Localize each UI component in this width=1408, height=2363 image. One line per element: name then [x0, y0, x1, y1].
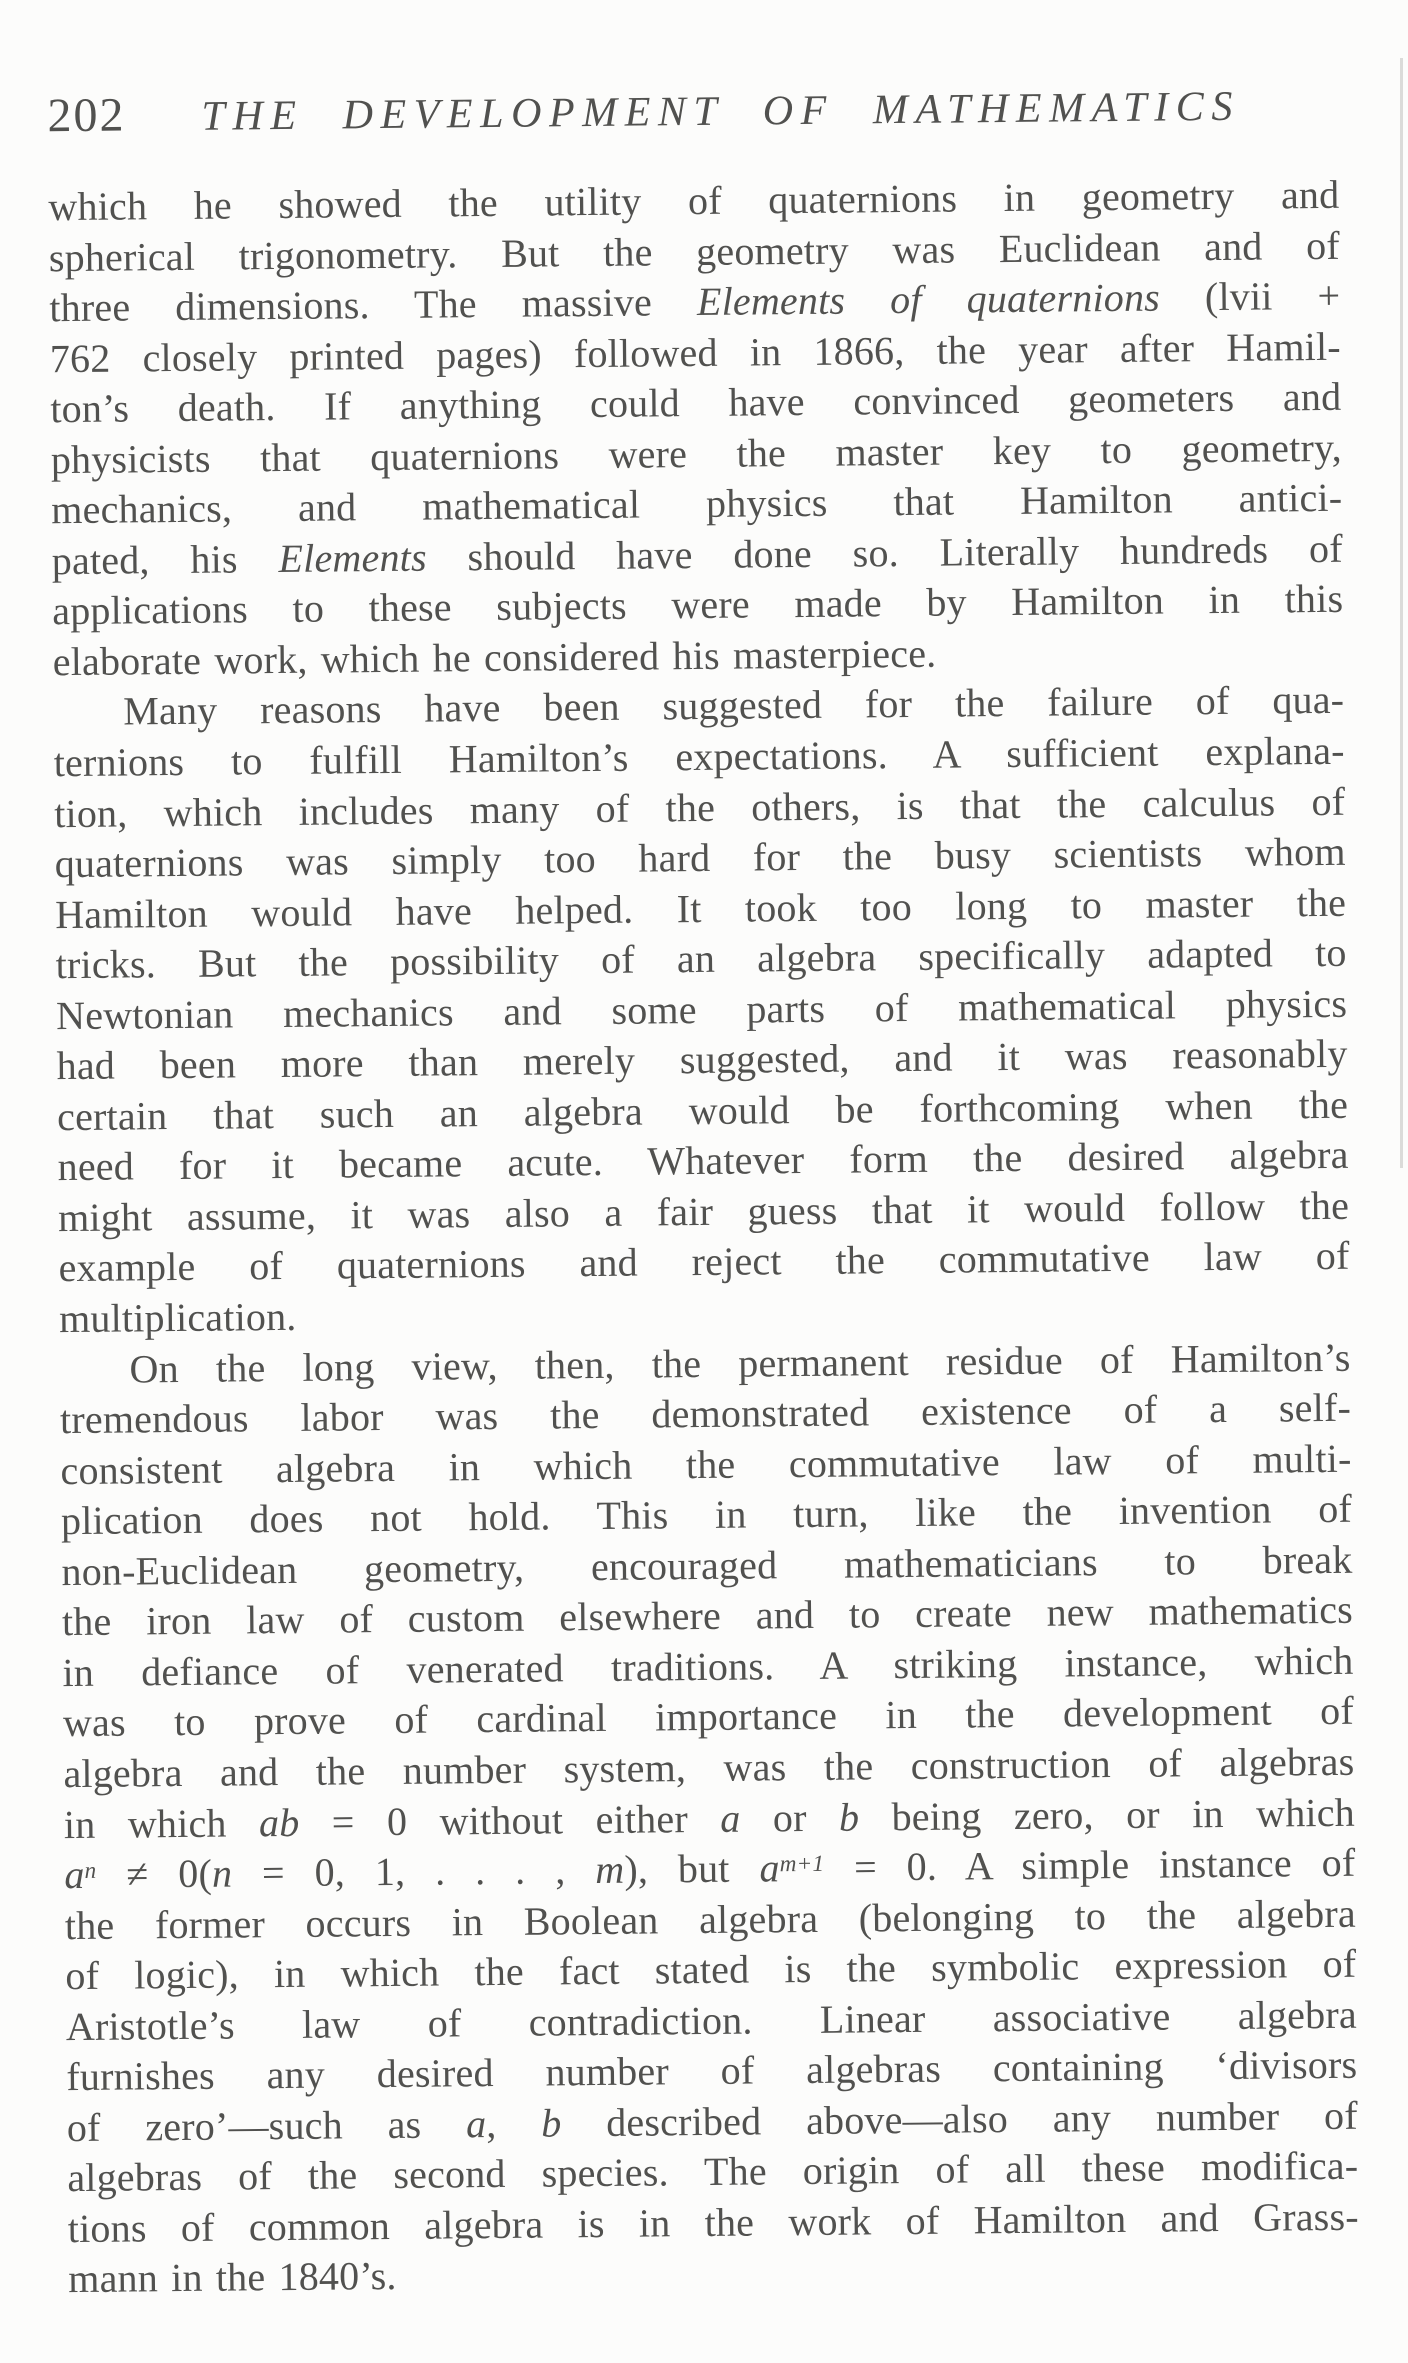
text-line: three dimensions. The massive Elements of quaternions (lvii + — [49, 272, 1341, 331]
text-line: Hamilton would have helped. It took too long to master the — [54, 879, 1347, 937]
text-line: of zero’—such as a, b described above—also any number of — [66, 2092, 1358, 2150]
text-line: certain that such an algebra would be forthcoming when the — [56, 1081, 1349, 1140]
scan-edge-artifact — [1400, 58, 1403, 1168]
text-line: tion, which includes many of the others, is that the calculus of — [54, 778, 1346, 836]
text-line: Aristotle’s law of contradiction. Linear associative algebra — [65, 1991, 1358, 2049]
text-line: physicists that quaternions were the master key to geometry, — [50, 424, 1342, 482]
text-line: the former occurs in Boolean algebra (belonging to the algebra — [64, 1890, 1357, 1948]
text-line: mechanics, and mathematical physics that Hamilton antici- — [51, 475, 1343, 533]
text-line: quaternions was simply too hard for the busy scientists whom — [54, 828, 1346, 887]
text-line: furnishes any desired number of algebras containing ‘divisors — [66, 2041, 1358, 2100]
text-line: Newtonian mechanics and some parts of mathematical physics — [55, 980, 1348, 1038]
text-line: spherical trigonometry. But the geometry was Euclidean and of — [48, 222, 1341, 280]
text-line: ton’s death. If anything could have convinced geometers and — [50, 374, 1342, 432]
text-line: multiplication. — [58, 1293, 297, 1342]
text-line: mann in the 1840’s. — [68, 2253, 397, 2302]
text-line: plication does not hold. This in turn, like the invention of — [60, 1485, 1353, 1544]
text-line: On the long view, then, the permanent residue of Hamilton’s — [129, 1334, 1351, 1392]
text-line: the iron law of custom elsewhere and to create new mathematics — [61, 1587, 1354, 1645]
text-line: was to prove of cardinal importance in the development of — [62, 1688, 1355, 1746]
text-line: non-Euclidean geometry, encouraged mathematicians to break — [61, 1536, 1353, 1594]
text-line: tremendous labor was the demonstrated existence of a self- — [59, 1384, 1352, 1443]
text-line: tricks. But the possibility of an algebra specifically adapted to — [55, 929, 1347, 988]
text-line: in which ab = 0 without either a or b being zero, or in which — [63, 1789, 1356, 1847]
running-head: THE DEVELOPMENT OF MATHEMATICS — [201, 83, 1241, 140]
text-line: algebras of the second species. The origin of all these modifica- — [67, 2143, 1359, 2201]
text-line: might assume, it was also a fair guess that it would follow the — [57, 1182, 1350, 1241]
text-line: 762 closely printed pages) followed in 1866, the year after Hamil- — [49, 323, 1342, 381]
page-header — [47, 76, 1338, 143]
text-line: consistent algebra in which the commutative law of multi- — [60, 1435, 1352, 1493]
text-line: example of quaternions and reject the commutative law of — [58, 1233, 1350, 1291]
page-number: 202 — [47, 88, 126, 143]
text-line: pated, his Elements should have done so. Literally hundreds of — [51, 525, 1343, 584]
text-line: need for it became acute. Whatever form the desired algebra — [57, 1132, 1349, 1190]
text-line: had been more than merely suggested, and it was reasonably — [56, 1031, 1348, 1089]
text-line: of logic), in which the fact stated is the symbolic expression of — [65, 1940, 1357, 1999]
text-line: which he showed the utility of quaternions in geometry and — [48, 171, 1340, 230]
text-line: elaborate work, which he considered his masterpiece. — [52, 630, 937, 685]
text-line: $a^n \ne 0(n = 0$, 1, . . . , m), but $a^{m+1} = 0$. A simple instance of — [64, 1839, 1356, 1898]
text-line: algebra and the number system, was the construction of algebras — [63, 1738, 1355, 1797]
text-line: in defiance of venerated traditions. A striking instance, which — [62, 1637, 1354, 1696]
text-line: ternions to fulfill Hamilton’s expectations. A sufficient explana- — [53, 727, 1345, 786]
text-line: applications to these subjects were made by Hamilton in this — [52, 576, 1344, 634]
text-line: Many reasons have been suggested for the failure of qua- — [123, 677, 1345, 734]
text-line: tions of common algebra is in the work of Hamilton and Grass- — [67, 2193, 1359, 2251]
body-text — [48, 170, 1359, 2305]
